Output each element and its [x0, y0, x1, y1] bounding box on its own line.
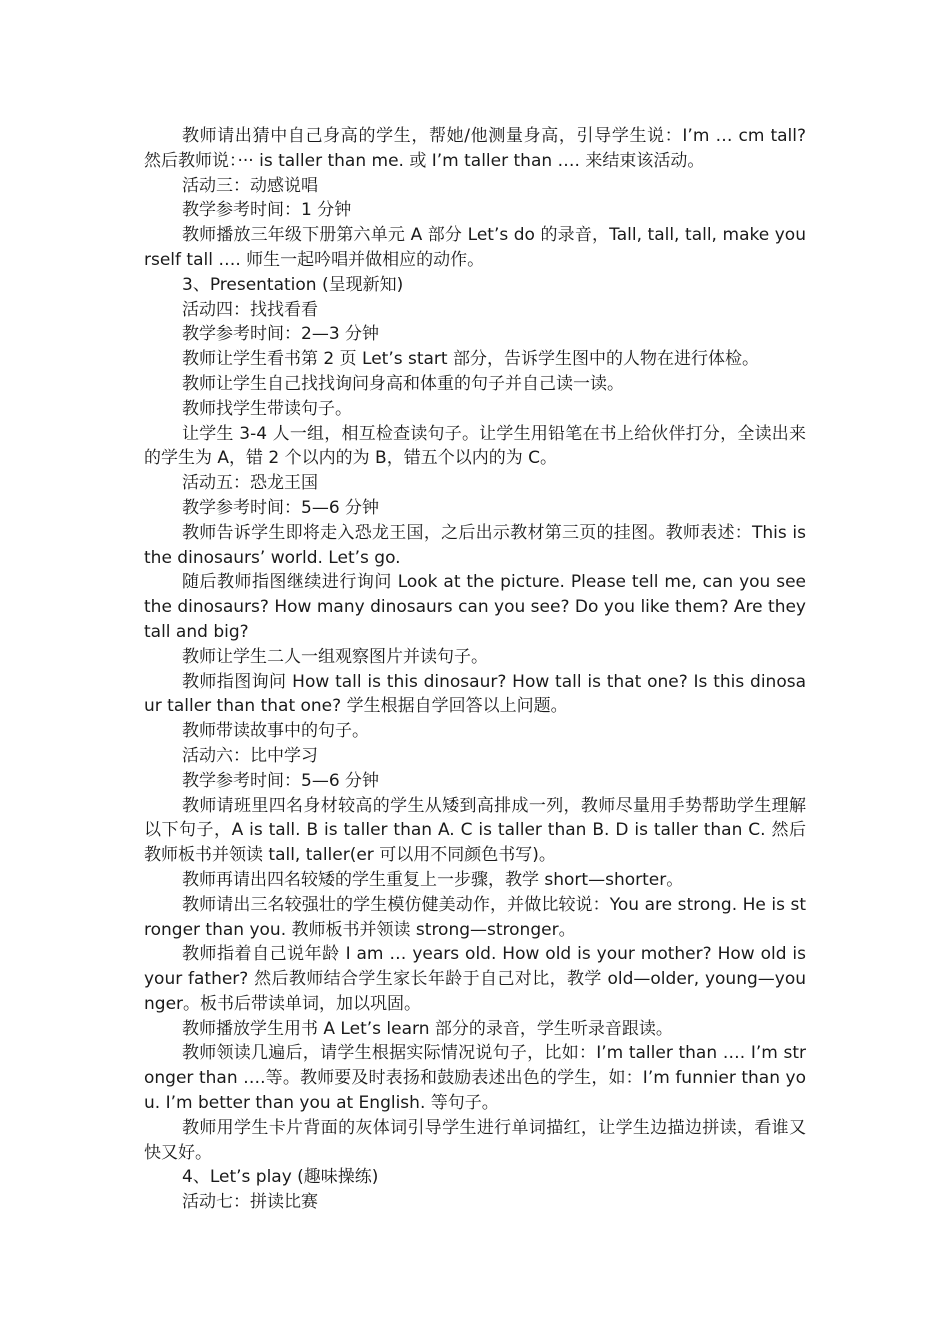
paragraph: 教师指着自己说年龄 I am … years old. How old is your mother? How old is your father? 然后教师结合学生家长年龄于自己对比，教学 old—older, young—younger。板书后带读单词，加以巩固。	[144, 944, 806, 1014]
paragraph: 教学参考时间：1 分钟	[182, 200, 352, 221]
paragraph: 教师再请出四名较矮的学生重复上一步骤，教学 short—shorter。	[182, 869, 684, 890]
paragraph: 教师让学生看书第 2 页 Let’s start 部分，告诉学生图中的人物在进行体检。	[182, 349, 759, 370]
paragraph: 教师播放三年级下册第六单元 A 部分 Let’s do 的录音，Tall, tall, tall, make yourself tall …. 师生一起吟唱并做相应的动作。	[144, 225, 806, 270]
paragraph: 随后教师指图继续进行询问 Look at the picture. Please tell me, can you see the dinosaurs? How many dinosaurs can you see? Do you like them? Are they tall and big?	[144, 572, 806, 642]
section-heading: 4、Let’s play (趣味操练)	[182, 1167, 379, 1188]
paragraph: 教师指图询问 How tall is this dinosaur? How tall is that one? Is this dinosaur taller than that one? 学生根据自学回答以上问题。	[144, 671, 806, 717]
paragraph: 教师告诉学生即将走入恐龙王国，之后出示教材第三页的挂图。教师表述：This is the dinosaurs’ world. Let’s go.	[144, 522, 806, 568]
paragraph: 教师领读几遍后，请学生根据实际情况说句子，比如：I’m taller than …. I’m stronger than ….等。教师要及时表扬和鼓励表述出色的学生，如：I’m funnier than you. I’m better than you at English. 等句子。	[144, 1043, 806, 1114]
paragraph: 活动四：找找看看	[182, 299, 318, 320]
paragraph: 教学参考时间：5—6 分钟	[182, 497, 380, 518]
paragraph: 活动六：比中学习	[182, 745, 318, 766]
paragraph: 教师用学生卡片背面的灰体词引导学生进行单词描红，让学生边描边拼读，看谁又快又好。	[144, 1117, 806, 1163]
paragraph: 教师让学生自己找找询问身高和体重的句子并自己读一读。	[182, 373, 624, 394]
section-heading: 3、Presentation (呈现新知)	[182, 274, 404, 295]
paragraph: 活动三：动感说唱	[182, 175, 318, 196]
paragraph: 活动五：恐龙王国	[182, 473, 318, 494]
paragraph: 教学参考时间：5—6 分钟	[182, 770, 380, 791]
paragraph: 教师带读故事中的句子。	[182, 721, 369, 742]
paragraph: 教师找学生带读句子。	[182, 398, 352, 419]
paragraph: 教学参考时间：2—3 分钟	[182, 324, 380, 345]
paragraph: 让学生 3-4 人一组，相互检查读句子。让学生用铅笔在书上给伙伴打分，全读出来的学生为 A，错 2 个以内的为 B，错五个以内的为 C。	[144, 423, 806, 469]
paragraph: 教师播放学生用书 A Let’s learn 部分的录音，学生听录音跟读。	[182, 1018, 673, 1039]
paragraph: 教师请出三名较强壮的学生模仿健美动作，并做比较说：You are strong. He is stronger than you. 教师板书并领读 strong—stronger。	[144, 894, 806, 940]
document-body	[144, 124, 806, 1215]
paragraph: 活动七：拼读比赛	[182, 1192, 318, 1213]
paragraph: 教师请班里四名身材较高的学生从矮到高排成一列，教师尽量用手势帮助学生理解以下句子，A is tall. B is taller than A. C is taller than B. D is taller than C. 然后教师板书并领读 tall, taller(er 可以用不同颜色书写)。	[144, 795, 806, 866]
paragraph: 教师请出猜中自己身高的学生，帮她/他测量身高，引导学生说：I’m … cm tall? 然后教师说：··· is taller than me. 或 I’m taller than …. 来结束该活动。	[144, 126, 806, 171]
paragraph: 教师让学生二人一组观察图片并读句子。	[182, 646, 488, 667]
